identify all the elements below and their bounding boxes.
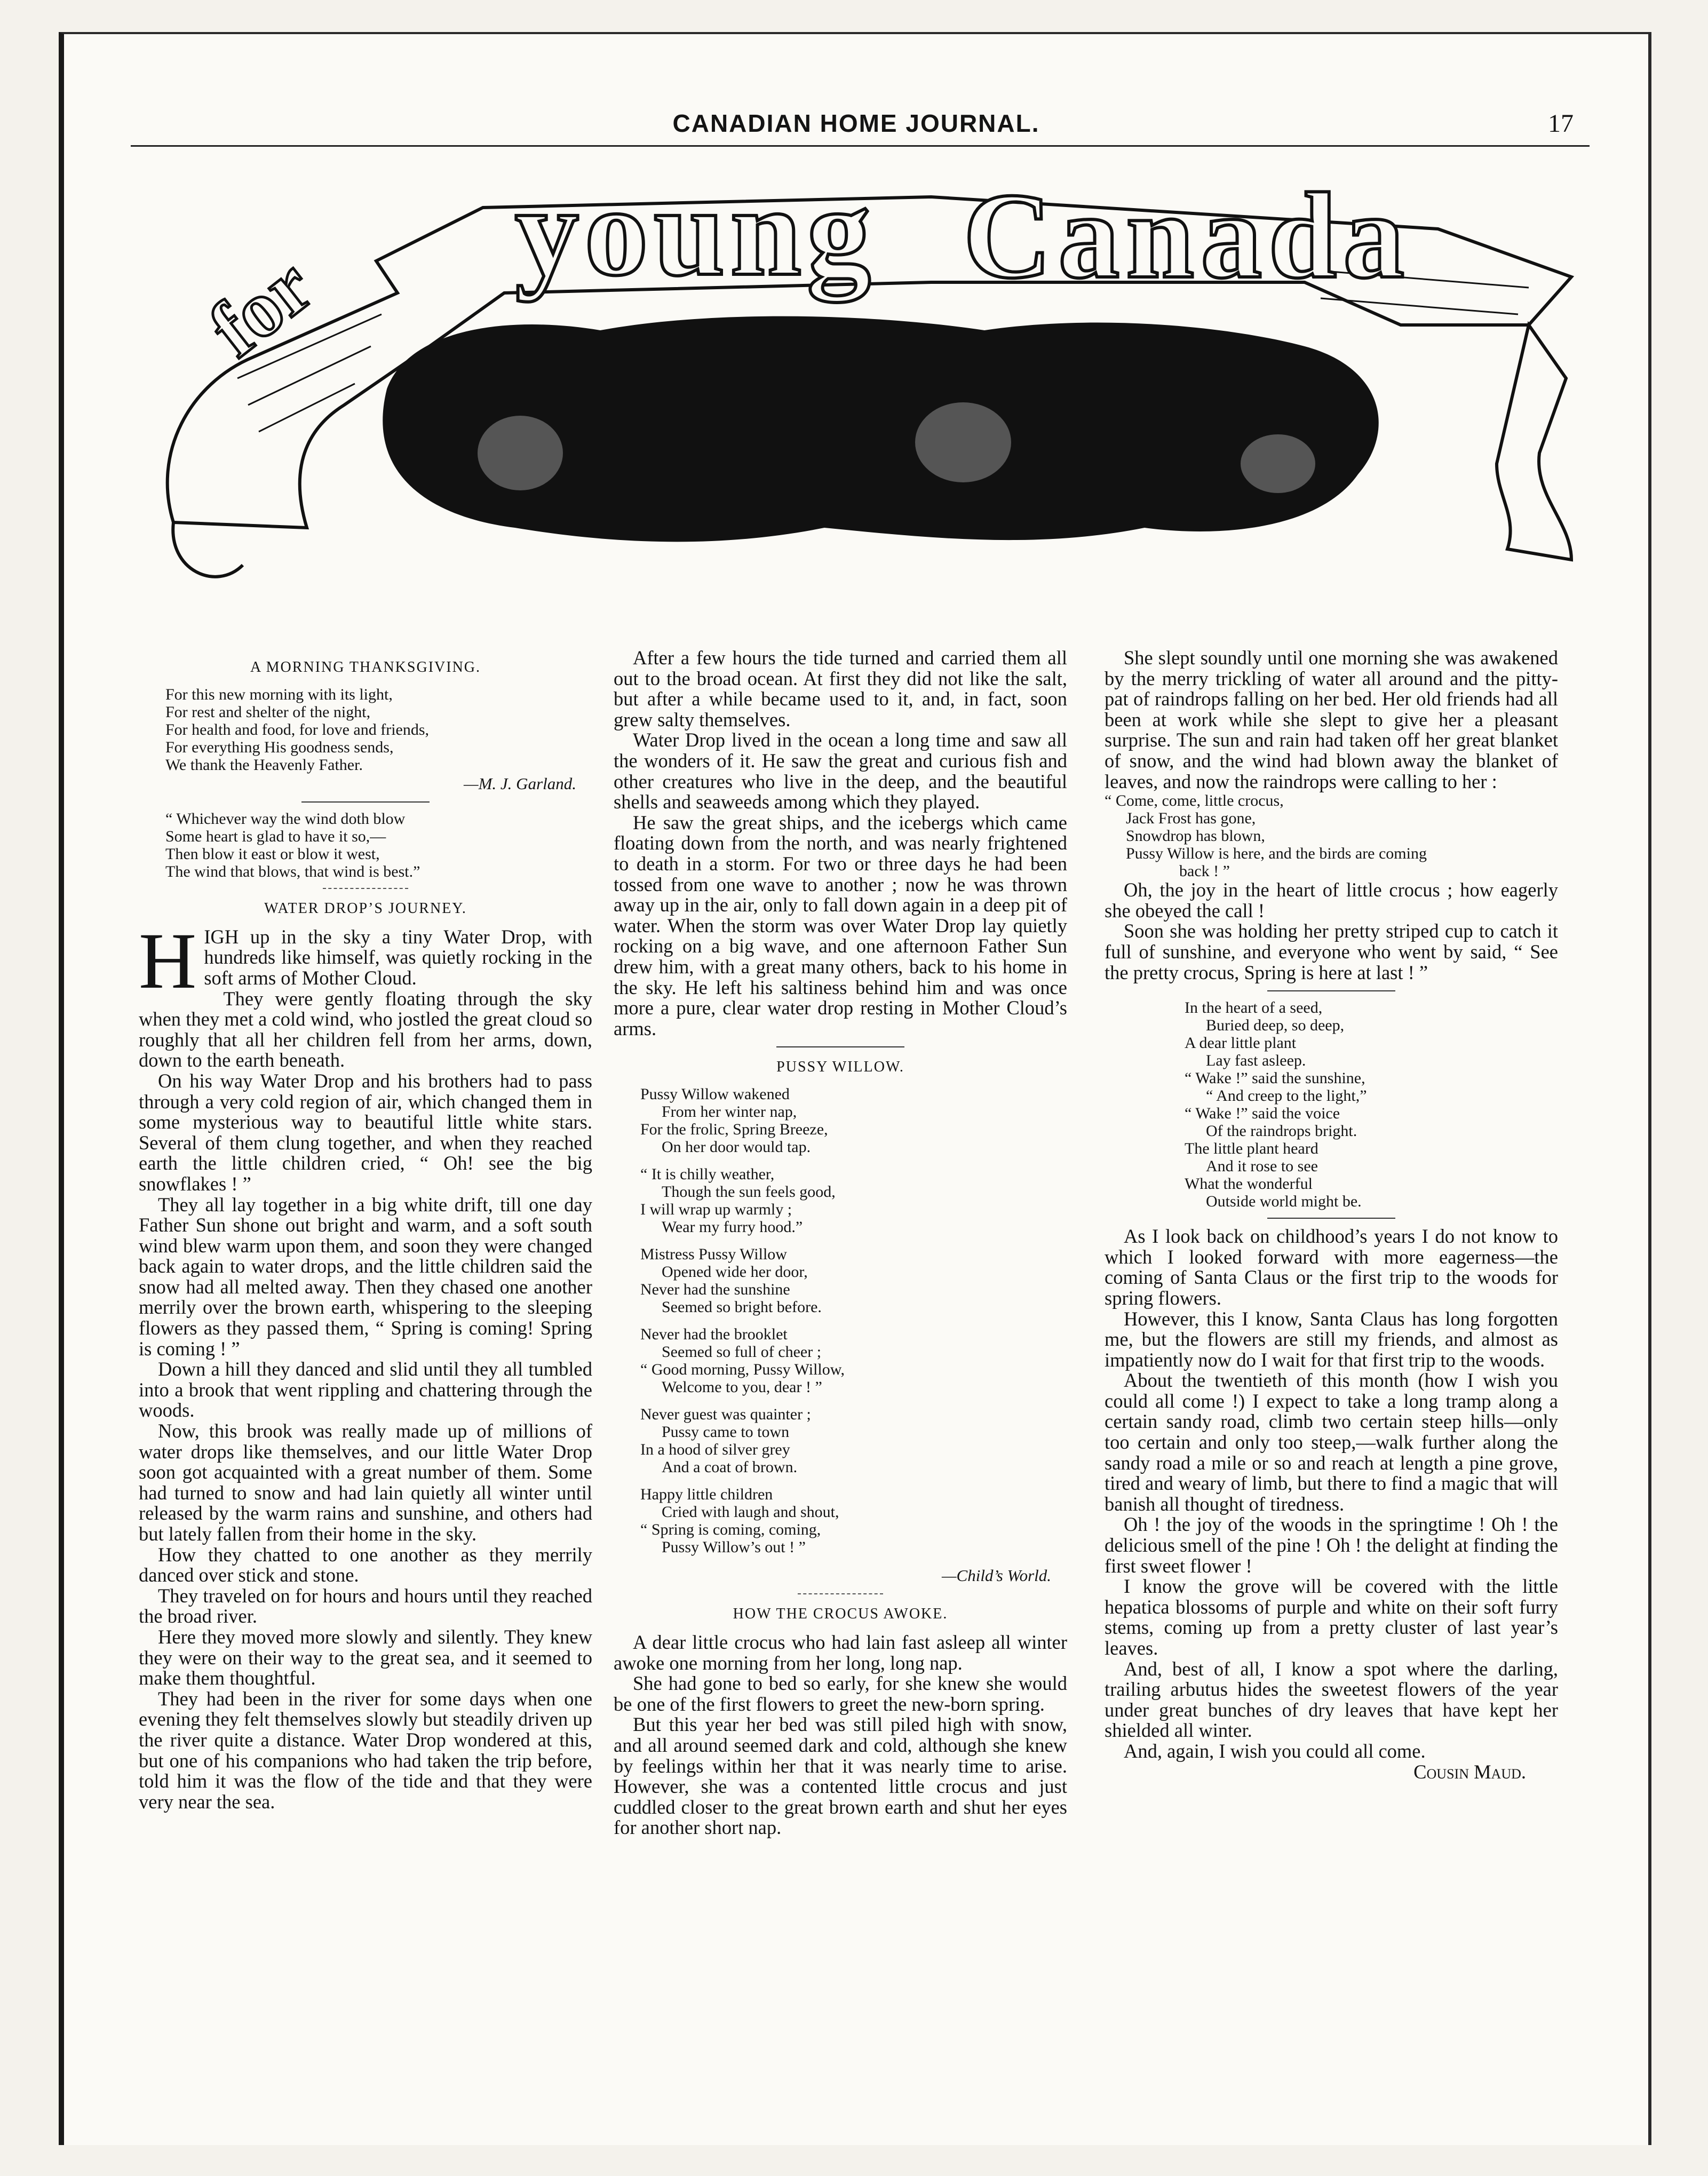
paragraph: A dear little crocus who had lain fast asleep all winter awoke one morning from her long, long nap. bbox=[614, 1631, 1067, 1674]
verse-line: For rest and shelter of the night, bbox=[165, 703, 371, 721]
banner-word-young: young bbox=[515, 160, 876, 302]
paragraph: Soon she was holding her pretty striped cup to catch it full of sunshine, and everyone who went by said, “ See the pretty crocus, Spring is here at last ! ” bbox=[1105, 920, 1558, 983]
paragraph: He saw the great ships, and the icebergs which came floating down from the north, and was nearly frightened to death in a storm. For two or three days he had been tossed from one wave to another ; now he was thrown away up in the air, only to fall down again in a deep pit of water. When the storm was over Water Drop lay quietly rocking on a big wave, and one afternoon Father Sun drew him, with a great many others, back to his home in the sky. He left his saltiness behind him and was once more a pure, clear water drop resting in Mother Cloud’s arms. bbox=[614, 811, 1067, 1039]
poem-author: —Child’s World. bbox=[941, 1566, 1051, 1585]
wind-quote bbox=[165, 810, 592, 880]
poem-author: —M. J. Garland. bbox=[464, 774, 576, 793]
stanza bbox=[640, 1165, 1067, 1236]
verse-line: For the frolic, Spring Breeze, bbox=[640, 1120, 828, 1138]
paragraph: Oh ! the joy of the woods in the springtime ! Oh ! the delicious smell of the pine ! Oh ! the delight at finding the first sweet flower ! bbox=[1105, 1513, 1558, 1577]
stanza bbox=[640, 1245, 1067, 1316]
verse-line: Cried with laugh and shout, bbox=[662, 1503, 839, 1521]
verse-line: The wind that blows, that wind is best.” bbox=[165, 863, 420, 881]
verse-line: Outside world might be. bbox=[1206, 1193, 1362, 1211]
verse-line: Snowdrop has blown, bbox=[1126, 827, 1265, 845]
paragraph: Down a hill they danced and slid until they all tumbled into a brook that went rippling and chattering through the woods. bbox=[139, 1358, 592, 1421]
verse-line: Never had the brooklet bbox=[640, 1325, 788, 1343]
paragraph: As I look back on childhood’s years I do not know to which I looked forward with more eagerness—the coming of Santa Claus or the first trip to the woods for spring flowers. bbox=[1105, 1225, 1558, 1309]
column-3 bbox=[1105, 648, 1558, 1782]
paragraph: She had gone to bed so early, for she knew she would be one of the first flowers to greet the new-born spring. bbox=[614, 1672, 1067, 1715]
stanza bbox=[640, 1325, 1067, 1396]
verse-line: A dear little plant bbox=[1185, 1034, 1297, 1052]
verse-line: Pussy Willow wakened bbox=[640, 1085, 790, 1103]
paragraph: And, again, I wish you could all come. bbox=[1124, 1740, 1426, 1762]
paragraph: They traveled on for hours and hours until they reached the broad river. bbox=[139, 1584, 592, 1627]
divider bbox=[1267, 990, 1395, 991]
poem-morning-thanksgiving bbox=[165, 686, 592, 774]
verse-line: The little plant heard bbox=[1185, 1140, 1318, 1158]
paragraph: They all lay together in a big white drift, till one day Father Sun shone out bright and warm, and a soft south wind blew warm upon them, and soon they were changed back again to water drops, and the little children said the snow had all melted away. Then they chased one another merrily over the brown earth, whispering to the sleeping flowers as they passed them, “ Spring is coming! Spring is coming ! ” bbox=[139, 1193, 592, 1360]
paragraph: She slept soundly until one morning she was awakened by the merry trickling of water all around and the pitty-pat of raindrops falling on her bed. Her old friends had all been at work while she slept to give her a pleasant surprise. The sun and rain had taken off her great blanket of snow, and the wind had blown away the blanket of leaves, and now the raindrops were calling to her : bbox=[1105, 647, 1558, 792]
verse-line: I will wrap up warmly ; bbox=[640, 1200, 792, 1218]
paragraph: Here they moved more slowly and silently. They knew they were on their way to the great sea, and it seemed to make them thoughtful. bbox=[139, 1625, 592, 1689]
verse-line: In a hood of silver grey bbox=[640, 1440, 790, 1458]
verse-line: “ Come, come, little crocus, bbox=[1105, 792, 1284, 810]
verse-line: And a coat of brown. bbox=[662, 1458, 798, 1476]
verse-line: Lay fast asleep. bbox=[1206, 1052, 1306, 1070]
stanza bbox=[640, 1085, 1067, 1156]
verse-line: Pussy Willow’s out ! ” bbox=[662, 1538, 806, 1556]
verse-line: Then blow it east or blow it west, bbox=[165, 845, 380, 863]
verse-line: Seemed so bright before. bbox=[662, 1298, 822, 1316]
verse-line: Though the sun feels good, bbox=[662, 1182, 836, 1201]
divider bbox=[323, 888, 408, 889]
verse-line: For health and food, for love and friends, bbox=[165, 720, 430, 738]
signature: Cousin Maud. bbox=[1413, 1760, 1526, 1783]
paragraph: After a few hours the tide turned and carried them all out to the broad ocean. At first they did not like the salt, but after a while became used to it, and, in fact, soon grew salty themselves. bbox=[614, 647, 1067, 730]
verse-line: Some heart is glad to have it so,— bbox=[165, 828, 386, 846]
story-first-paragraph bbox=[139, 916, 592, 1005]
verse-line: Buried deep, so deep, bbox=[1206, 1016, 1345, 1035]
masthead-banner bbox=[131, 154, 1601, 618]
verse-line: Opened wide her door, bbox=[662, 1262, 808, 1281]
paragraph: And, best of all, I know a spot where the darling, trailing arbutus hides the sweetest flowers of the year under great bunches of dry leaves that have kept her shielded all winter. bbox=[1105, 1657, 1558, 1742]
paragraph: Now, this brook was really made up of millions of water drops like themselves, and our little Water Drop soon got acquainted with a great number of them. Some had turned to snow and had lain quietly all winter until released by the warm rains and sunshine, and others had but lately fallen from their home in the sky. bbox=[139, 1420, 592, 1545]
verse-line: Of the raindrops bright. bbox=[1206, 1122, 1357, 1140]
verse-line: Pussy came to town bbox=[662, 1423, 790, 1441]
verse-line: For everything His goodness sends, bbox=[165, 738, 394, 756]
paragraph: How they chatted to one another as they merrily danced over stick and stone. bbox=[139, 1543, 592, 1586]
verse-line: Jack Frost has gone, bbox=[1126, 809, 1256, 828]
poem-pussy-willow bbox=[640, 1085, 1067, 1556]
verse-line: “ It is chilly weather, bbox=[640, 1165, 775, 1183]
paragraph: Oh, the joy in the heart of little crocus ; how eagerly she obeyed the call ! bbox=[1105, 879, 1558, 922]
verse-line: What the wonderful bbox=[1185, 1175, 1313, 1193]
paragraph: About the twentieth of this month (how I wish you could all come !) I expect to take a long tramp along a certain sandy road, climb two certain steep hills—only too certain and only too steep,—walk further along the sandy road a mile or so and reach at length a pine grove, tired and weary of limb, but there to find a magic that will banish all thought of tiredness. bbox=[1105, 1369, 1558, 1515]
drop-cap: H bbox=[139, 916, 197, 1005]
banner-word-for: for bbox=[193, 241, 329, 374]
divider bbox=[798, 1593, 883, 1594]
banner-word-canada: Canada bbox=[963, 168, 1411, 304]
header-rule bbox=[131, 145, 1590, 147]
verse-line: And it rose to see bbox=[1206, 1157, 1318, 1176]
verse-line: Pussy Willow is here, and the birds are coming bbox=[1126, 845, 1427, 863]
verse-line: “ Wake !” said the voice bbox=[1185, 1105, 1340, 1123]
stanza bbox=[640, 1486, 1067, 1556]
poem-heart-of-a-seed bbox=[1185, 999, 1558, 1210]
paragraph: They were gently floating through the sky when they met a cold wind, who jostled the great cloud so roughly that all her children fell from her arms, down, down to the earth beneath. bbox=[139, 987, 592, 1071]
verse-line: Wear my furry hood.” bbox=[662, 1218, 803, 1236]
paragraph: They had been in the river for some days when one evening they felt themselves slowly but steadily driven up the river quite a distance. Water Drop wondered at this, but one of his companions who had taken the trip before, told him it was the flow of the tide and that they were very near the sea. bbox=[139, 1687, 592, 1813]
poem-title: A MORNING THANKSGIVING. bbox=[250, 659, 481, 676]
column-1 bbox=[139, 648, 592, 1812]
verse-line: From her winter nap, bbox=[662, 1102, 797, 1121]
stanza bbox=[640, 1405, 1067, 1476]
verse-line: Seemed so full of cheer ; bbox=[662, 1343, 822, 1361]
raindrop-call bbox=[1105, 792, 1558, 880]
verse-line: For this new morning with its light, bbox=[165, 685, 393, 703]
story-title: WATER DROP’S JOURNEY. bbox=[264, 900, 467, 917]
verse-line: “ And creep to the light,” bbox=[1206, 1087, 1367, 1105]
journal-title: CANADIAN HOME JOURNAL. bbox=[672, 109, 1040, 137]
verse-line: Never guest was quainter ; bbox=[640, 1405, 811, 1423]
column-2 bbox=[614, 648, 1067, 1838]
page-number: 17 bbox=[1548, 109, 1574, 138]
paragraph: Water Drop lived in the ocean a long time and saw all the wonders of it. He saw the great and curious fish and other creatures who live in the deep, and the beautiful shells and seaweeds among which they played. bbox=[614, 729, 1067, 813]
paragraph: However, this I know, Santa Claus has long forgotten me, but the flowers are still my friends, and almost as impatiently now do I wait for that first trip to the woods. bbox=[1105, 1307, 1558, 1371]
paragraph-text: IGH up in the sky a tiny Water Drop, with hundreds like himself, was quietly rocking in the soft arms of Mother Cloud. bbox=[204, 925, 592, 989]
divider bbox=[776, 1046, 904, 1047]
verse-line: back ! ” bbox=[1179, 862, 1230, 880]
verse-line: “ Spring is coming, coming, bbox=[640, 1520, 821, 1538]
verse-line: We thank the Heavenly Father. bbox=[165, 756, 363, 774]
poem-title: PUSSY WILLOW. bbox=[776, 1059, 904, 1076]
verse-line: In the heart of a seed, bbox=[1185, 999, 1323, 1017]
paragraph: I know the grove will be covered with the little hepatica blossoms of purple and white on their soft furry stems, coming up from a pretty cluster of last year’s leaves. bbox=[1105, 1575, 1558, 1659]
page bbox=[59, 32, 1651, 2145]
verse-line: “ Whichever way the wind doth blow bbox=[165, 810, 406, 828]
divider bbox=[1267, 1218, 1395, 1219]
story-title: HOW THE CROCUS AWOKE. bbox=[733, 1606, 948, 1623]
verse-line: Never had the sunshine bbox=[640, 1280, 790, 1298]
verse-line: “ Wake !” said the sunshine, bbox=[1185, 1069, 1365, 1087]
verse-line: On her door would tap. bbox=[662, 1138, 811, 1156]
verse-line: Happy little children bbox=[640, 1485, 773, 1503]
verse-line: Mistress Pussy Willow bbox=[640, 1245, 787, 1263]
verse-line: Welcome to you, dear ! ” bbox=[662, 1378, 822, 1396]
paragraph: But this year her bed was still piled high with snow, and all around seemed dark and cold, although she knew by feelings within her that it was nearly time to arise. However, she was a contented little crocus and just cuddled closer to the great brown earth and shut her eyes for another short nap. bbox=[614, 1713, 1067, 1839]
paragraph: On his way Water Drop and his brothers had to pass through a very cold region of air, which changed them in some mysterious way to beautiful little white stars. Several of them clung together, and when they reached earth the little children cried, “ Oh! see the big snowflakes ! ” bbox=[139, 1069, 592, 1195]
divider bbox=[301, 801, 430, 803]
verse-line: “ Good morning, Pussy Willow, bbox=[640, 1360, 845, 1378]
